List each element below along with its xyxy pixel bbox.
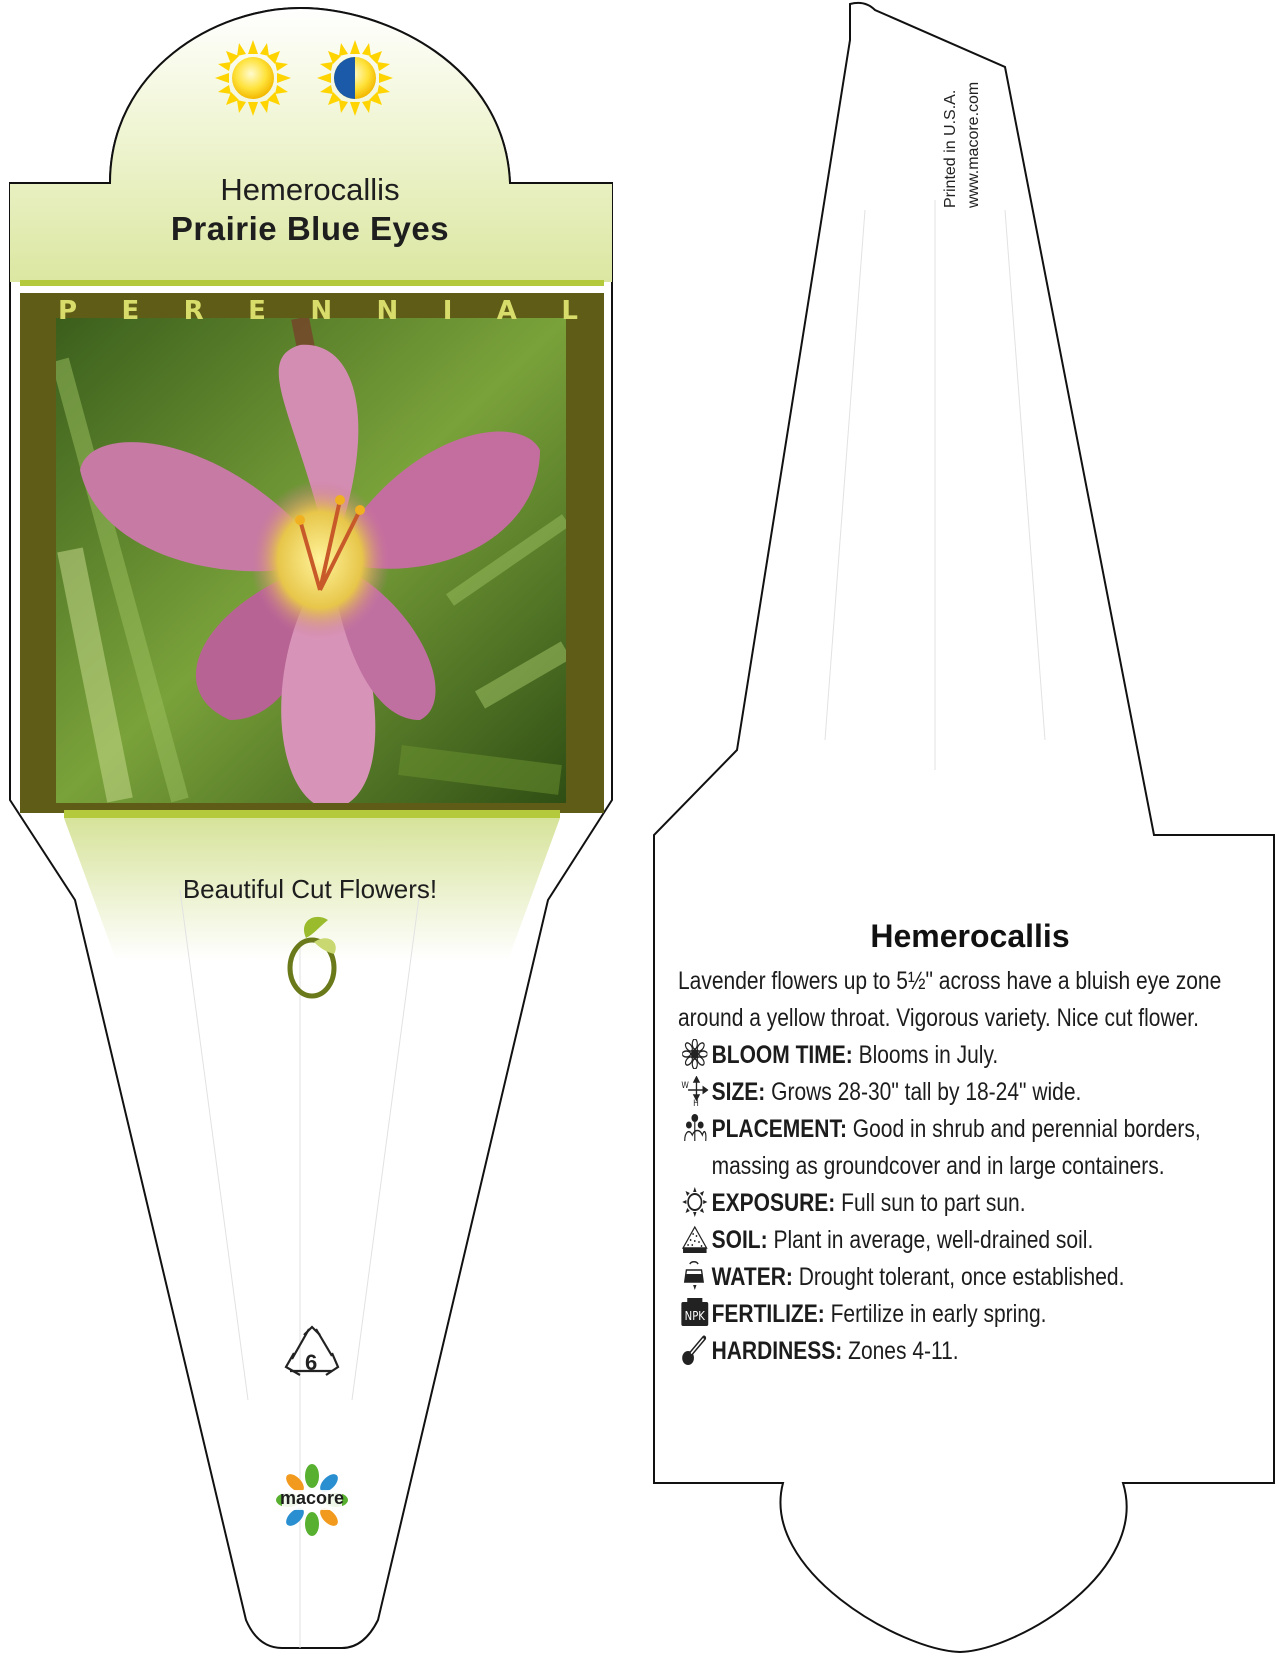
care-value: Good in shrub and perennial borders, massing as groundcover and in large containers. [711, 1115, 1201, 1180]
category-letter: N [310, 296, 333, 326]
front-genus: Hemerocallis [220, 172, 400, 207]
care-text [712, 1037, 999, 1074]
svg-text:H: H [693, 1097, 699, 1106]
printed-in-usa: Printed in U.S.A. [942, 89, 959, 208]
category-letter: E [121, 296, 140, 326]
svg-text:NPK: NPK [684, 1309, 705, 1324]
category-letter: R [183, 296, 204, 326]
category-letter: I [442, 296, 453, 326]
placement-icon [678, 1111, 712, 1145]
care-label: SOIL: [711, 1226, 768, 1254]
daylily-photo [56, 318, 566, 810]
brand-name: macore [279, 1488, 345, 1508]
care-item [678, 1333, 1266, 1370]
care-text [712, 1259, 1125, 1296]
front-cultivar: Prairie Blue Eyes [170, 210, 450, 247]
care-item [678, 1222, 1266, 1259]
care-value: Zones 4-11. [842, 1337, 959, 1365]
front-tagline: Beautiful Cut Flowers! [182, 874, 438, 904]
care-value: Full sun to part sun. [835, 1189, 1026, 1217]
part-sun-icon [317, 40, 393, 116]
care-value: Grows 28-30" tall by 18-24" wide. [765, 1078, 1082, 1106]
care-item [678, 1037, 1266, 1074]
care-label: SIZE: [711, 1078, 766, 1106]
back-tag-outline [654, 3, 1274, 1652]
care-value: Fertilize in early spring. [824, 1300, 1047, 1328]
care-value: Blooms in July. [852, 1041, 999, 1069]
care-label: HARDINESS: [711, 1337, 843, 1365]
care-text [712, 1111, 1266, 1185]
care-text [712, 1074, 1082, 1111]
category-letter: L [561, 296, 578, 326]
care-label: BLOOM TIME: [711, 1041, 853, 1069]
thermometer-icon [678, 1333, 712, 1367]
category-letter: E [248, 296, 266, 326]
care-text [712, 1222, 1094, 1259]
care-item [678, 1185, 1266, 1222]
sun-icon [678, 1185, 712, 1219]
soil-icon [678, 1222, 712, 1256]
category-letter: N [376, 296, 399, 326]
full-sun-icon [215, 40, 291, 116]
category-label [58, 296, 578, 326]
care-label: EXPOSURE: [711, 1189, 836, 1217]
care-text [712, 1185, 1026, 1222]
care-text [712, 1333, 959, 1370]
website: www.macore.com [965, 81, 982, 208]
category-letter: A [496, 296, 517, 326]
care-label: PLACEMENT: [711, 1115, 847, 1143]
svg-text:W: W [681, 1079, 689, 1091]
care-value: Drought tolerant, once established. [792, 1263, 1125, 1291]
recycle-code: 6 [305, 1350, 318, 1375]
care-list [678, 1037, 1266, 1370]
description: Lavender flowers up to 5½" across have a bluish eye zone around a yellow throat. Vigorous variety. Nice cut flower. [678, 967, 1222, 1032]
back-tag-graphic [640, 0, 1277, 1654]
back-title: Hemerocallis [870, 918, 1070, 954]
care-item [678, 1296, 1266, 1333]
care-item [678, 1259, 1266, 1296]
care-label: FERTILIZE: [711, 1300, 825, 1328]
size-icon [678, 1074, 712, 1108]
watering-can-icon [678, 1259, 712, 1293]
care-item [678, 1074, 1266, 1111]
back-content [678, 963, 1266, 1370]
flower-icon [678, 1037, 712, 1071]
npk-icon [678, 1296, 712, 1330]
care-value: Plant in average, well-drained soil. [767, 1226, 1094, 1254]
care-label: WATER: [711, 1263, 793, 1291]
care-item [678, 1111, 1266, 1185]
care-text [712, 1296, 1047, 1333]
category-letter: P [58, 296, 78, 326]
